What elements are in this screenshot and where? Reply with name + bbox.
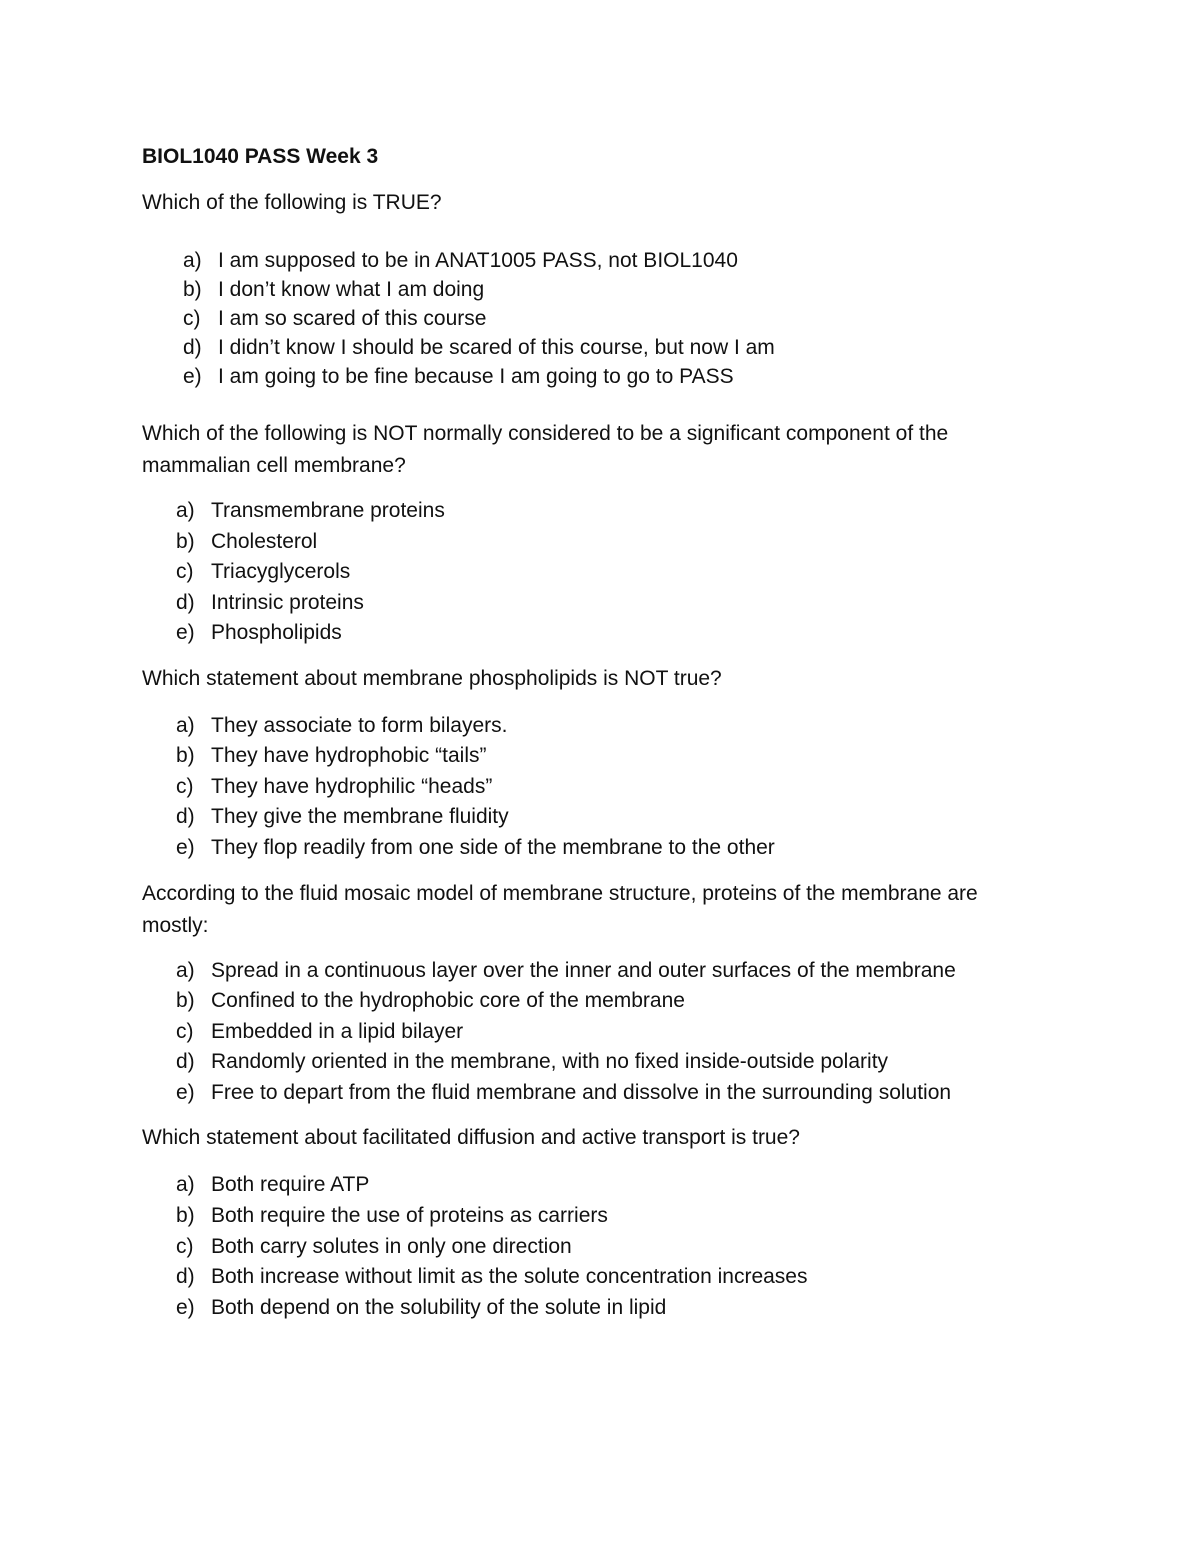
option-text: Confined to the hydrophobic core of the membrane — [211, 989, 685, 1012]
document-title: BIOL1040 PASS Week 3 — [142, 145, 379, 168]
question-5-stem: Which statement about facilitated diffusion and active transport is true? — [142, 1126, 800, 1149]
option-text: I am so scared of this course — [218, 307, 487, 330]
option-text: They flop readily from one side of the membrane to the other — [211, 836, 775, 859]
option-letter: a) — [183, 249, 202, 272]
option-text: They associate to form bilayers. — [211, 714, 508, 737]
option-letter: a) — [176, 714, 195, 737]
option-letter: b) — [176, 1204, 195, 1227]
question-1-stem-start: Which of the following is — [142, 191, 373, 214]
option-letter: b) — [176, 989, 195, 1012]
option-text: Phospholipids — [211, 621, 342, 644]
option-letter: d) — [183, 336, 202, 359]
option-text: Both require ATP — [211, 1173, 370, 1196]
option-text: Both depend on the solubility of the solute in lipid — [211, 1296, 667, 1319]
question-1-stem-end: ? — [429, 191, 442, 214]
option-text: Free to depart from the fluid membrane and dissolve in the surrounding solution — [211, 1081, 952, 1104]
option-letter: e) — [176, 1296, 195, 1319]
option-letter: d) — [176, 1050, 195, 1073]
option-text: Both require the use of proteins as carriers — [211, 1204, 608, 1227]
option-text: Embedded in a lipid bilayer — [211, 1020, 464, 1043]
option-letter: e) — [176, 1081, 195, 1104]
option-letter: d) — [176, 805, 195, 828]
option-letter: e) — [176, 621, 195, 644]
option-text: Both carry solutes in only one direction — [211, 1235, 572, 1258]
question-2-stem: Which of the following is NOT normally considered to be a significant component of the mammalian cell membrane? — [142, 422, 949, 477]
option-letter: b) — [183, 278, 202, 301]
option-text: Randomly oriented in the membrane, with no fixed inside-outside polarity — [211, 1050, 889, 1073]
question-1-stem-emphasis: TRUE — [372, 191, 430, 214]
question-3-stem: Which statement about membrane phospholipids is NOT true? — [142, 667, 722, 690]
option-text: I don’t know what I am doing — [218, 278, 485, 301]
option-letter: e) — [183, 365, 202, 388]
option-text: I am supposed to be in ANAT1005 PASS, not BIOL1040 — [218, 249, 738, 272]
option-letter: c) — [183, 307, 201, 330]
option-letter: c) — [176, 1235, 194, 1258]
question-4-stem: According to the fluid mosaic model of membrane structure, proteins of the membrane are mostly: — [142, 882, 978, 937]
option-letter: b) — [176, 744, 195, 767]
option-letter: c) — [176, 1020, 194, 1043]
option-letter: a) — [176, 1173, 195, 1196]
option-text: They have hydrophilic “heads” — [211, 775, 493, 798]
option-letter: a) — [176, 499, 195, 522]
option-text: Intrinsic proteins — [211, 591, 364, 614]
option-text: Both increase without limit as the solute concentration increases — [211, 1265, 808, 1288]
option-letter: d) — [176, 591, 195, 614]
option-letter: d) — [176, 1265, 195, 1288]
question-1-stem — [142, 187, 1032, 219]
option-letter: a) — [176, 959, 195, 982]
option-text: Spread in a continuous layer over the inner and outer surfaces of the membrane — [211, 959, 956, 982]
option-letter: c) — [176, 775, 194, 798]
option-text: They give the membrane fluidity — [211, 805, 509, 828]
option-text: Triacyglycerols — [211, 560, 351, 583]
option-text: I didn’t know I should be scared of this course, but now I am — [218, 336, 775, 359]
option-letter: b) — [176, 530, 195, 553]
option-letter: e) — [176, 836, 195, 859]
option-text: They have hydrophobic “tails” — [211, 744, 487, 767]
option-text: Transmembrane proteins — [211, 499, 445, 522]
option-text: Cholesterol — [211, 530, 318, 553]
option-text: I am going to be fine because I am going to go to PASS — [218, 365, 734, 388]
option-letter: c) — [176, 560, 194, 583]
